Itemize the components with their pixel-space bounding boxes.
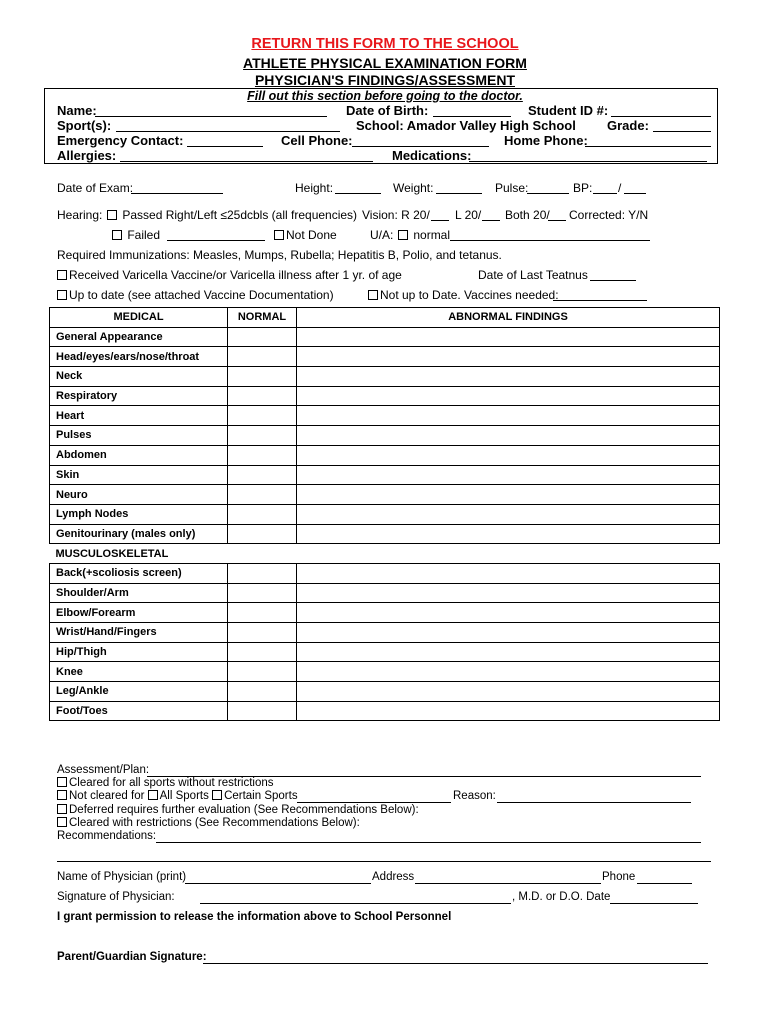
row-label: Respiratory: [50, 386, 228, 406]
sports-label: Sport(s):: [57, 118, 112, 133]
table-row: [50, 367, 720, 387]
vision-right-field[interactable]: [431, 208, 449, 221]
table-row: [50, 327, 720, 347]
bp-systolic-field[interactable]: [593, 181, 617, 194]
table-row: [50, 662, 720, 682]
dob-field[interactable]: [433, 104, 511, 117]
normal-cell[interactable]: [228, 386, 297, 406]
normal-cell[interactable]: [228, 465, 297, 485]
hearing-not-done-text: Not Done: [286, 228, 337, 242]
abnormal-cell[interactable]: [297, 426, 720, 446]
abnormal-cell[interactable]: [297, 367, 720, 387]
table-row: [50, 642, 720, 662]
ua-normal-checkbox[interactable]: [398, 230, 408, 240]
md-date-label: , M.D. or D.O. Date: [512, 891, 611, 903]
sports-field[interactable]: [116, 119, 340, 132]
hearing-failed-field[interactable]: [167, 228, 265, 241]
normal-cell[interactable]: [228, 642, 297, 662]
student-id-label: Student ID #:: [528, 103, 609, 118]
table-row: [50, 465, 720, 485]
pulse-field[interactable]: [527, 181, 569, 194]
address-label: Address: [372, 871, 415, 883]
guardian-signature-label: Parent/Guardian Signature:: [57, 951, 207, 963]
vision-label: Vision: R 20/: [362, 208, 430, 222]
medications-label: Medications:: [392, 148, 472, 163]
pulse-label: Pulse:: [495, 181, 529, 195]
reason-label: Reason:: [453, 790, 496, 802]
address-field[interactable]: [415, 871, 601, 884]
physician-name-label: Name of Physician (print): [57, 871, 187, 883]
abnormal-cell[interactable]: [297, 327, 720, 347]
hearing-failed-option[interactable]: [112, 228, 160, 242]
name-label: Name:: [57, 103, 97, 118]
vaccines-needed-field[interactable]: [553, 288, 647, 301]
normal-cell[interactable]: [228, 367, 297, 387]
section-row: [50, 544, 720, 564]
row-label: Pulses: [50, 426, 228, 446]
uptodate-text: Up to date (see attached Vaccine Documentation): [69, 288, 334, 302]
abnormal-cell[interactable]: [297, 583, 720, 603]
not-uptodate-text: Not up to Date. Vaccines needed:: [380, 288, 559, 302]
normal-cell[interactable]: [228, 662, 297, 682]
abnormal-cell[interactable]: [297, 563, 720, 583]
emergency-contact-field[interactable]: [187, 134, 263, 147]
cleared-restrictions-option[interactable]: [57, 817, 360, 829]
row-label: Neuro: [50, 485, 228, 505]
row-label: Neck: [50, 367, 228, 387]
row-label: Knee: [50, 662, 228, 682]
cleared-all-option[interactable]: [57, 777, 274, 789]
abnormal-cell[interactable]: [297, 662, 720, 682]
normal-cell[interactable]: [228, 682, 297, 702]
ua-normal-option[interactable]: [398, 228, 450, 242]
row-label: Shoulder/Arm: [50, 583, 228, 603]
grade-field[interactable]: [653, 119, 711, 132]
row-label: Hip/Thigh: [50, 642, 228, 662]
normal-cell[interactable]: [228, 485, 297, 505]
table-row: [50, 485, 720, 505]
vision-corrected-label: Corrected: Y/N: [569, 208, 649, 222]
musculoskeletal-header: MUSCULOSKELETAL: [50, 544, 720, 564]
row-label: Lymph Nodes: [50, 504, 228, 524]
name-field[interactable]: [95, 104, 327, 117]
cell-phone-label: Cell Phone:: [281, 133, 353, 148]
varicella-checkbox[interactable]: [57, 270, 67, 280]
row-label: Head/eyes/ears/nose/throat: [50, 347, 228, 367]
abnormal-cell[interactable]: [297, 642, 720, 662]
table-row: [50, 406, 720, 426]
cleared-all-text: Cleared for all sports without restrictions: [69, 777, 274, 789]
bp-separator: /: [618, 181, 622, 195]
phone-label: Phone: [602, 871, 636, 883]
school-label: School: Amador Valley High School: [356, 118, 576, 133]
row-label: Back(+scoliosis screen): [50, 563, 228, 583]
abnormal-cell[interactable]: [297, 445, 720, 465]
hearing-failed-text: Failed: [127, 228, 161, 242]
guardian-signature-field[interactable]: [203, 951, 708, 964]
allergies-field[interactable]: [120, 149, 373, 162]
table-row: [50, 603, 720, 623]
tetanus-field[interactable]: [590, 268, 636, 281]
row-label: Wrist/Hand/Fingers: [50, 623, 228, 643]
hearing-passed-checkbox[interactable]: [107, 210, 117, 220]
hearing-passed-text: Passed Right/Left ≤25dcbls (all frequencies): [122, 208, 358, 222]
vision-both-label: Both 20/: [505, 208, 550, 222]
not-cleared-text: Not cleared for: [69, 790, 145, 802]
col-header-normal: NORMAL: [228, 308, 297, 328]
home-phone-label: Home Phone:: [504, 133, 588, 148]
return-form-title: RETURN THIS FORM TO THE SCHOOL: [251, 36, 519, 52]
medications-field[interactable]: [469, 149, 707, 162]
abnormal-cell[interactable]: [297, 386, 720, 406]
normal-cell[interactable]: [228, 603, 297, 623]
bp-label: BP:: [573, 181, 593, 195]
not-uptodate-checkbox[interactable]: [368, 290, 378, 300]
hearing-passed-option[interactable]: [107, 208, 357, 222]
abnormal-cell[interactable]: [297, 623, 720, 643]
table-row: [50, 426, 720, 446]
exam-date-field[interactable]: [131, 181, 223, 194]
assessment-field[interactable]: [147, 764, 701, 777]
form-title: ATHLETE PHYSICAL EXAMINATION FORM: [243, 55, 527, 71]
weight-field[interactable]: [436, 181, 482, 194]
table-row: [50, 583, 720, 603]
normal-cell[interactable]: [228, 504, 297, 524]
normal-cell[interactable]: [228, 701, 297, 721]
reason-field[interactable]: [497, 790, 691, 803]
ua-field[interactable]: [450, 228, 650, 241]
abnormal-cell[interactable]: [297, 504, 720, 524]
not-cleared-option[interactable]: [57, 790, 298, 802]
row-label: Genitourinary (males only): [50, 524, 228, 544]
ua-normal-text: normal: [413, 228, 451, 242]
abnormal-cell[interactable]: [297, 465, 720, 485]
table-row: [50, 445, 720, 465]
tetanus-label: Date of Last Teatnus: [478, 268, 588, 282]
normal-cell[interactable]: [228, 583, 297, 603]
emergency-contact-label: Emergency Contact:: [57, 133, 184, 148]
certain-sports-field[interactable]: [297, 790, 451, 803]
row-label: Foot/Toes: [50, 701, 228, 721]
deferred-checkbox[interactable]: [57, 804, 67, 814]
assessment-label: Assessment/Plan:: [57, 764, 150, 776]
deferred-text: Deferred requires further evaluation (See Recommendations Below):: [69, 804, 419, 816]
row-label: General Appearance: [50, 327, 228, 347]
home-phone-field[interactable]: [585, 134, 711, 147]
recommendations-line-2[interactable]: [57, 861, 711, 862]
table-row: [50, 347, 720, 367]
abnormal-cell[interactable]: [297, 347, 720, 367]
row-label: Leg/Ankle: [50, 682, 228, 702]
abnormal-cell[interactable]: [297, 406, 720, 426]
row-label: Skin: [50, 465, 228, 485]
certain-sports-checkbox[interactable]: [212, 790, 222, 800]
bp-diastolic-field[interactable]: [624, 181, 646, 194]
table-row: [50, 701, 720, 721]
all-sports-text: All Sports: [159, 790, 209, 802]
hearing-label: Hearing:: [57, 208, 103, 222]
abnormal-cell[interactable]: [297, 701, 720, 721]
normal-cell[interactable]: [228, 623, 297, 643]
table-row: [50, 682, 720, 702]
normal-cell[interactable]: [228, 445, 297, 465]
hearing-failed-checkbox[interactable]: [112, 230, 122, 240]
abnormal-cell[interactable]: [297, 682, 720, 702]
ua-label: U/A:: [370, 228, 394, 242]
form-subtitle: PHYSICIAN'S FINDINGS/ASSESSMENT: [254, 72, 516, 88]
table-row: [50, 524, 720, 544]
uptodate-option[interactable]: [57, 288, 334, 302]
row-label: Abdomen: [50, 445, 228, 465]
certain-sports-text: Certain Sports: [224, 790, 298, 802]
md-date-field[interactable]: [610, 891, 698, 904]
col-header-abnormal: ABNORMAL FINDINGS: [297, 308, 720, 328]
not-cleared-checkbox[interactable]: [57, 790, 67, 800]
exam-findings-table: [49, 307, 720, 721]
normal-cell[interactable]: [228, 563, 297, 583]
height-label: Height:: [295, 181, 334, 195]
vision-both-field[interactable]: [548, 208, 566, 221]
physician-name-field[interactable]: [185, 871, 371, 884]
weight-label: Weight:: [393, 181, 434, 195]
phone-field[interactable]: [637, 871, 692, 884]
permission-text: I grant permission to release the information above to School Personnel: [57, 911, 452, 923]
normal-cell[interactable]: [228, 347, 297, 367]
row-label: Elbow/Forearm: [50, 603, 228, 623]
physician-signature-field[interactable]: [200, 891, 511, 904]
row-label: Heart: [50, 406, 228, 426]
table-row: [50, 563, 720, 583]
varicella-text: Received Varicella Vaccine/or Varicella illness after 1 yr. of age: [69, 268, 402, 282]
table-row: [50, 504, 720, 524]
abnormal-cell[interactable]: [297, 524, 720, 544]
not-uptodate-option[interactable]: [368, 288, 559, 302]
cleared-restrictions-text: Cleared with restrictions (See Recommendations Below):: [69, 817, 360, 829]
physician-signature-label: Signature of Physician:: [57, 891, 175, 903]
hearing-not-done-checkbox[interactable]: [274, 230, 284, 240]
immunizations-text: Required Immunizations: Measles, Mumps, Rubella; Hepatitis B, Polio, and tetanus.: [57, 248, 502, 262]
deferred-option[interactable]: [57, 804, 419, 816]
normal-cell[interactable]: [228, 426, 297, 446]
exam-date-label: Date of Exam:: [57, 181, 134, 195]
allergies-label: Allergies:: [57, 148, 117, 163]
vision-left-label: L 20/: [455, 208, 482, 222]
uptodate-checkbox[interactable]: [57, 290, 67, 300]
abnormal-cell[interactable]: [297, 603, 720, 623]
recommendations-field[interactable]: [156, 830, 701, 843]
normal-cell[interactable]: [228, 406, 297, 426]
hearing-not-done-option[interactable]: [274, 228, 337, 242]
cleared-restrictions-checkbox[interactable]: [57, 817, 67, 827]
table-row: [50, 623, 720, 643]
cell-phone-field[interactable]: [352, 134, 489, 147]
varicella-option[interactable]: [57, 268, 402, 282]
vision-left-field[interactable]: [482, 208, 500, 221]
student-id-field[interactable]: [611, 104, 711, 117]
height-field[interactable]: [335, 181, 381, 194]
normal-cell[interactable]: [228, 524, 297, 544]
normal-cell[interactable]: [228, 327, 297, 347]
abnormal-cell[interactable]: [297, 485, 720, 505]
dob-label: Date of Birth:: [346, 103, 429, 118]
table-row: [50, 386, 720, 406]
all-sports-checkbox[interactable]: [148, 790, 158, 800]
grade-label: Grade:: [607, 118, 649, 133]
col-header-medical: MEDICAL: [50, 308, 228, 328]
instruction-text: Fill out this section before going to the doctor.: [247, 89, 523, 103]
recommendations-label: Recommendations:: [57, 830, 157, 842]
cleared-all-checkbox[interactable]: [57, 777, 67, 787]
